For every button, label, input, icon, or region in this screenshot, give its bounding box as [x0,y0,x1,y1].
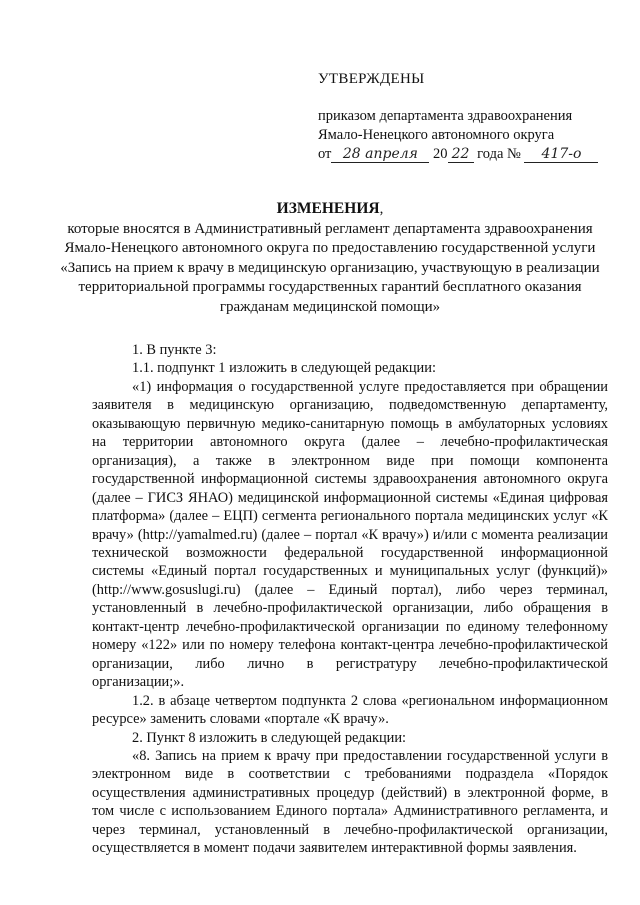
paragraph-item-2: 2. Пункт 8 изложить в следующей редакции: [132,729,407,746]
approval-date-line [318,145,618,164]
approval-title: УТВЕРЖДЕНЫ [318,71,425,87]
approval-block [318,70,618,164]
heading-description: которые вносятся в Административный регламент департамента здравоохранения Ямало-Ненецкого автономного округа по предоставлению государственной услуги «Запись на прием к врачу в медицинскую организацию, участвующую в реализации территориальной программы государственных гарантий бесплатного оказания гражданам медицинской помощи» [60,220,600,315]
date-prefix: от [318,146,332,162]
heading-title-punct: , [379,201,384,217]
order-number-handwritten: 417-о [524,147,598,163]
paragraph-quote-8: «8. Запись на прием к врачу при предоставлении государственной услуги в электронном виде в соответствии с требованиями подраздела «Порядок осуществления административных процедур (действий) в электронной форме, в том числе с использованием Единого портала» Административного регламента, и через терминал, установленный в лечебно-профилактической организации, осуществляется в момент подачи заявителем интерактивной формы заявления. [92,747,608,857]
year-prefix: 20 [433,146,448,162]
heading-title: ИЗМЕНЕНИЯ [276,200,380,217]
paragraph-item-1-1: 1.1. подпункт 1 изложить в следующей редакции: [132,360,436,377]
approval-order-line: приказом департамента здравоохранения [318,108,573,124]
heading-title-line [60,199,600,220]
approval-region-line: Ямало-Ненецкого автономного округа [318,127,555,143]
paragraph-item-1: 1. В пункте 3: [132,342,217,358]
year-suffix: года № [477,146,521,162]
paragraph-item-1-2: 1.2. в абзаце четвертом подпункта 2 слова «региональном информационном ресурсе» заменить словами «портале «К врачу». [92,692,608,728]
paragraph-quote-1: «1) информация о государственной услуге предоставляется при обращении заявителя в медицинскую организацию, подведомственную департаменту, оказывающую первичную медико-санитарную помощь в амбулаторных условиях на территории автономного округа (далее – лечебно-профилактическая организация), а также в электронном виде при помощи компонента государственной информационной системы здравоохранения автономного округа (далее – ГИСЗ ЯНАО) медицинской информационной системы «Единая цифровая платформа» (далее – ЕЦП) сегмента регионального портала медицинских услуг «К врачу» (http://yamalmed.ru) (далее – портал «К врачу») и/или с момента реализации технической возможности федеральной государственной информационной системы «Единый портал государственных и муниципальных услуг (функций)» (http://www.gosuslugi.ru) (далее – Единый портал), либо через терминал, установленный в лечебно-профилактической организации, либо обращения в контакт-центр лечебно-профилактической организации по единому телефонному номеру «122» или по номеру телефона контакт-центра лечебно-профилактической организации, либо лично в регистратуру лечебно-профилактической организации;». [92,378,608,691]
date-handwritten: 28 апреля [331,147,429,163]
year-handwritten: 22 [448,147,474,163]
document-heading [60,199,600,317]
document-body [92,341,608,858]
